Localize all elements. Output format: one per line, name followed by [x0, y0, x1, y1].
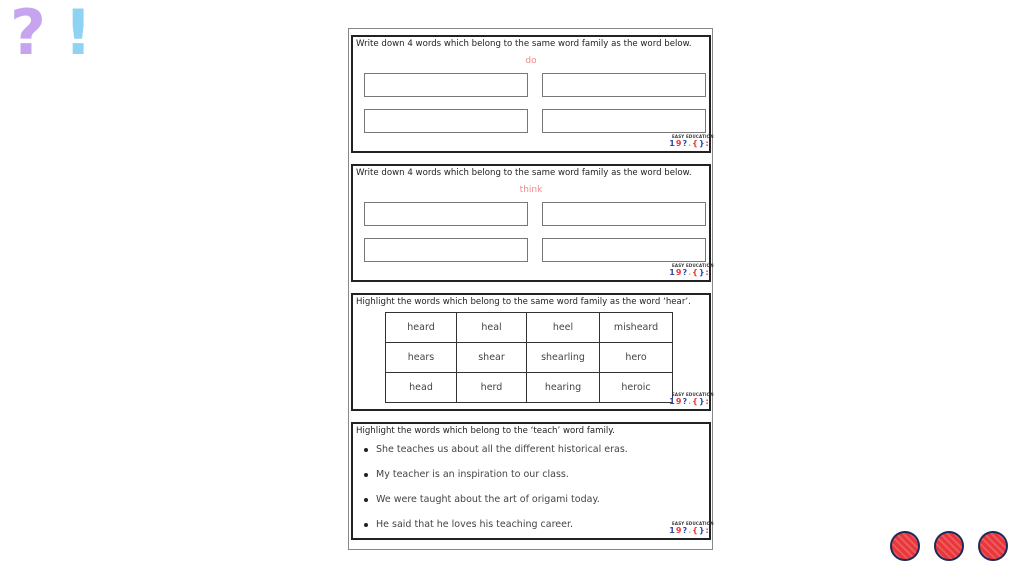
- red-dot-icon[interactable]: [890, 531, 920, 561]
- grid-row: [386, 373, 673, 403]
- grid-row: [386, 313, 673, 343]
- logo-glyph: :: [705, 268, 709, 277]
- word-cell[interactable]: hears: [386, 343, 457, 373]
- sentence-item: [359, 444, 628, 469]
- answer-box-4[interactable]: [542, 238, 706, 262]
- easy-education-logo: [669, 392, 714, 408]
- exclamation-mark-decoration: !: [64, 0, 93, 69]
- logo-glyph: 9: [675, 397, 682, 406]
- logo-glyph: 1: [669, 526, 675, 535]
- answer-box-3[interactable]: [364, 109, 528, 133]
- red-dot-icon[interactable]: [978, 531, 1008, 561]
- word-cell[interactable]: shearling: [527, 343, 600, 373]
- word-cell[interactable]: heel: [527, 313, 600, 343]
- question-mark-decoration: ?: [10, 0, 46, 69]
- easy-education-logo: [669, 263, 714, 279]
- sentence-text[interactable]: We were taught about the art of origami today.: [376, 494, 600, 505]
- target-word: think: [519, 185, 543, 195]
- sentence-item: [359, 469, 628, 494]
- logo-glyph: ?: [682, 397, 688, 406]
- answer-box-2[interactable]: [542, 202, 706, 226]
- sentence-text[interactable]: She teaches us about all the different historical eras.: [376, 444, 628, 455]
- word-cell[interactable]: shear: [457, 343, 527, 373]
- logo-glyph: 1: [669, 397, 675, 406]
- sentence-item: [359, 494, 628, 519]
- sentence-list: [359, 444, 628, 544]
- logo-glyph: ?: [682, 268, 688, 277]
- logo-glyph: 1: [669, 139, 675, 148]
- logo-glyph: 9: [675, 526, 682, 535]
- sentence-card: [351, 422, 714, 540]
- worksheet: [348, 28, 713, 550]
- easy-education-logo: [669, 134, 714, 150]
- logo-glyph: 1: [669, 268, 675, 277]
- sentence-text[interactable]: My teacher is an inspiration to our class.: [376, 469, 569, 480]
- grid-row: [386, 343, 673, 373]
- logo-glyph: {: [692, 139, 698, 148]
- word-cell[interactable]: heroic: [600, 373, 673, 403]
- word-family-card-think: [351, 164, 714, 282]
- logo-glyph: 9: [675, 139, 682, 148]
- logo-glyph: .: [688, 139, 692, 148]
- word-cell[interactable]: head: [386, 373, 457, 403]
- word-cell[interactable]: hearing: [527, 373, 600, 403]
- logo-glyph: 9: [675, 268, 682, 277]
- logo-glyph: }: [698, 397, 705, 406]
- card-instruction: Write down 4 words which belong to the same word family as the word below.: [356, 39, 692, 49]
- target-word: do: [525, 56, 537, 66]
- word-cell[interactable]: heal: [457, 313, 527, 343]
- logo-text: EASY EDUCATION: [672, 392, 714, 397]
- logo-glyph: }: [698, 139, 705, 148]
- card-instruction: Write down 4 words which belong to the same word family as the word below.: [356, 168, 692, 178]
- answer-box-1[interactable]: [364, 202, 528, 226]
- logo-glyphs: [669, 397, 709, 406]
- logo-glyph: ?: [682, 526, 688, 535]
- easy-education-logo: [669, 521, 714, 537]
- word-grid: [385, 312, 673, 403]
- logo-text: EASY EDUCATION: [672, 263, 714, 268]
- logo-text: EASY EDUCATION: [672, 521, 714, 526]
- card-instruction: Highlight the words which belong to the ‘teach’ word family.: [356, 426, 615, 436]
- word-cell[interactable]: herd: [457, 373, 527, 403]
- word-cell[interactable]: heard: [386, 313, 457, 343]
- bullet-icon: [364, 523, 368, 527]
- logo-text: EASY EDUCATION: [672, 134, 714, 139]
- bullet-icon: [364, 448, 368, 452]
- sentence-text[interactable]: He said that he loves his teaching career.: [376, 519, 574, 530]
- logo-glyph: {: [692, 397, 698, 406]
- red-dot-icon[interactable]: [934, 531, 964, 561]
- logo-glyph: .: [688, 268, 692, 277]
- word-cell[interactable]: misheard: [600, 313, 673, 343]
- logo-glyph: :: [705, 397, 709, 406]
- logo-glyph: }: [698, 526, 705, 535]
- card-instruction: Highlight the words which belong to the same word family as the word ‘hear’.: [356, 297, 691, 307]
- navigation-dots: [890, 531, 1008, 561]
- answer-box-4[interactable]: [542, 109, 706, 133]
- logo-glyph: ?: [682, 139, 688, 148]
- logo-glyph: {: [692, 526, 698, 535]
- answer-box-1[interactable]: [364, 73, 528, 97]
- bullet-icon: [364, 498, 368, 502]
- logo-glyphs: [669, 139, 709, 148]
- logo-glyphs: [669, 526, 709, 535]
- logo-glyphs: [669, 268, 709, 277]
- sentence-item: [359, 519, 628, 544]
- answer-box-2[interactable]: [542, 73, 706, 97]
- word-family-card-do: [351, 35, 714, 153]
- logo-glyph: .: [688, 397, 692, 406]
- logo-glyph: .: [688, 526, 692, 535]
- logo-glyph: :: [705, 526, 709, 535]
- word-cell[interactable]: hero: [600, 343, 673, 373]
- bullet-icon: [364, 473, 368, 477]
- logo-glyph: }: [698, 268, 705, 277]
- logo-glyph: {: [692, 268, 698, 277]
- logo-glyph: :: [705, 139, 709, 148]
- answer-box-3[interactable]: [364, 238, 528, 262]
- highlight-grid-card: [351, 293, 714, 411]
